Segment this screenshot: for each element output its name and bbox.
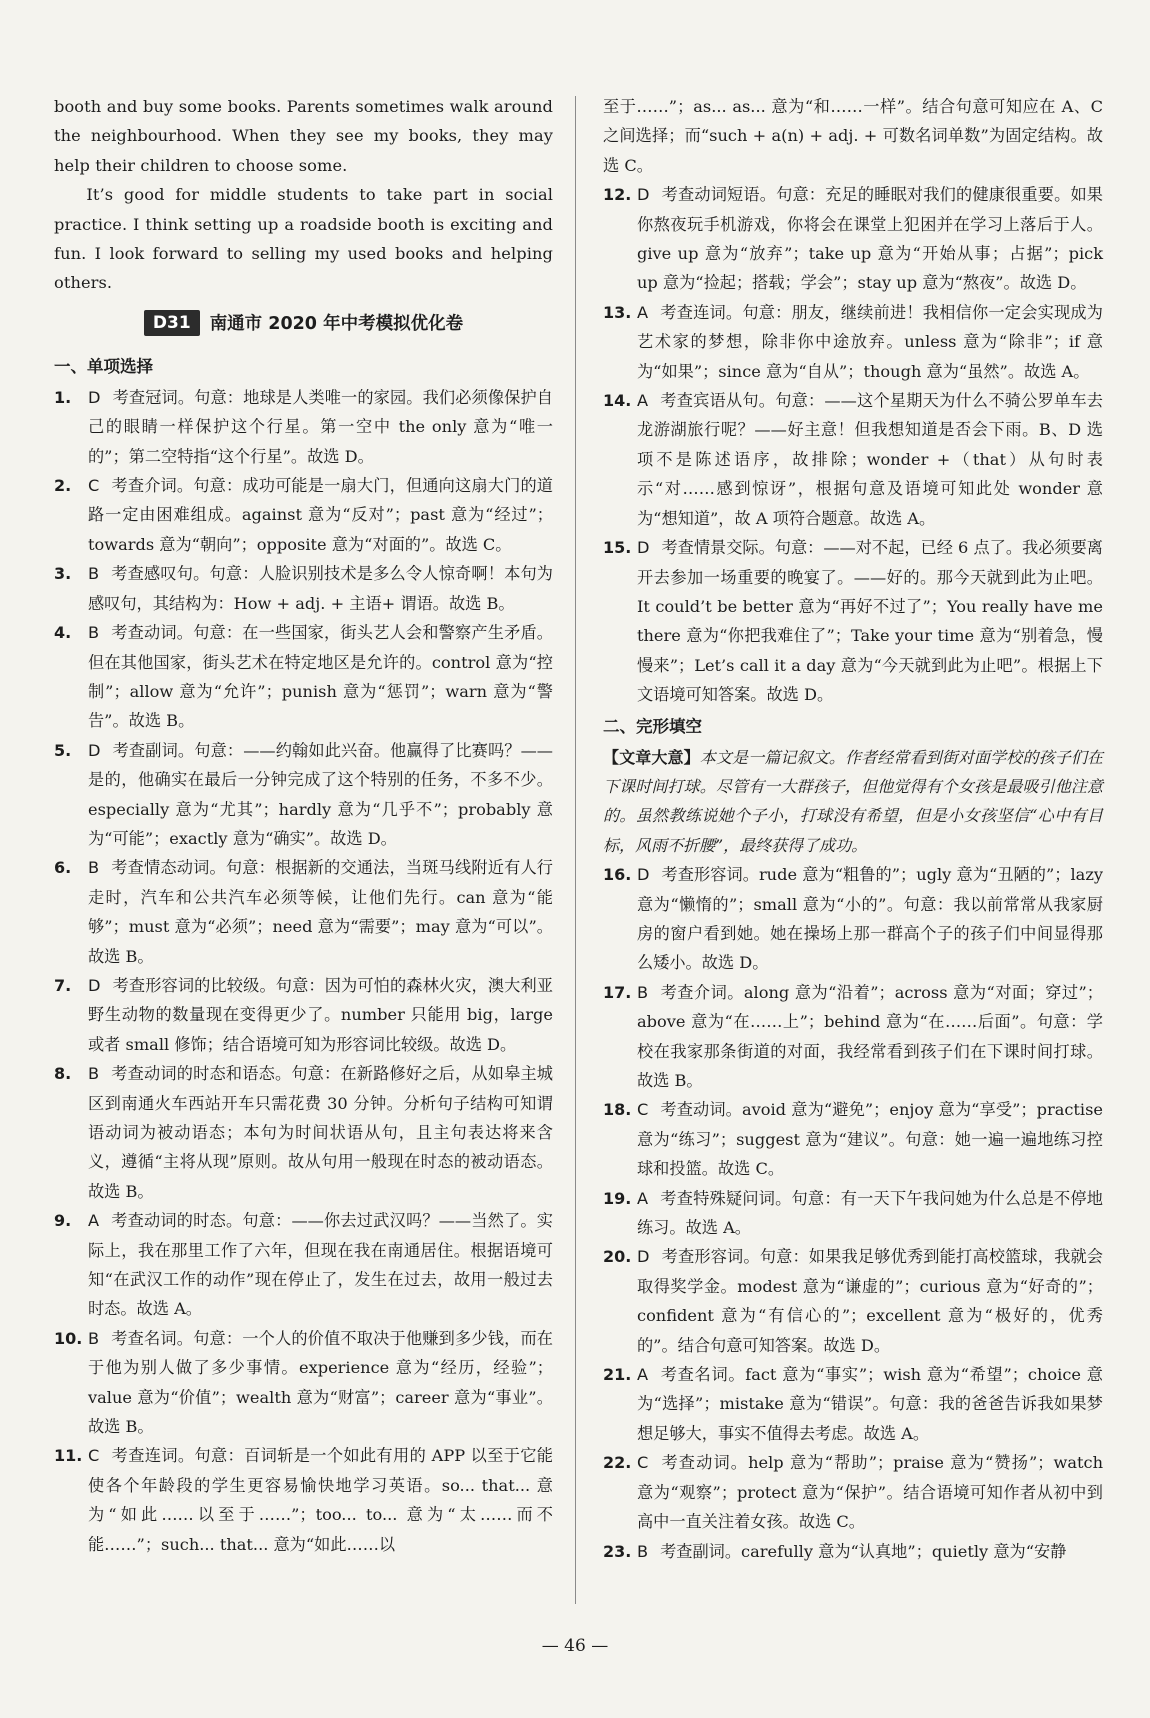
answer-explanation: 考查副词。句意：——约翰如此兴奋。他赢得了比赛吗？——是的，他确实在最后一分钟完成了这个特别的任务，不多不少。especially 意为“尤其”；hardly 意为“几乎不”；probably 意为“可能”；exactly 意为“确实”。故选 D。 — [88, 740, 553, 848]
answer-letter: B — [637, 982, 649, 1002]
answer-explanation: 考查冠词。句意：地球是人类唯一的家园。我们必须像保护自己的眼睛一样保护这个行星。第一空中 the only 意为“唯一的”；第二空特指“这个行星”。故选 D。 — [88, 387, 553, 466]
answer-letter: D — [637, 538, 650, 558]
answer-item — [54, 1324, 553, 1442]
answer-letter: B — [88, 858, 100, 878]
article-summary-text: 本文是一篇记叙文。作者经常看到街对面学校的孩子们在下课时间打球。尽管有一大群孩子，但他觉得有个女孩是最吸引他注意的。虽然教练说她个子小，打球没有希望，但是小女孩坚信“心中有目标，风雨不折腰”，最终获得了成功。 — [603, 747, 1103, 855]
answer-letter: B — [637, 1541, 649, 1561]
answer-item — [603, 1360, 1103, 1448]
answer-letter: D — [88, 740, 101, 760]
answer-item — [603, 533, 1103, 709]
answer-letter: B — [88, 623, 100, 643]
answer-letter: C — [88, 1446, 100, 1466]
answer-item — [54, 1059, 553, 1206]
answer-item-number: 9. — [54, 1211, 72, 1231]
answer-explanation: 考查动词的时态和语态。句意：在新路修好之后，从如皋主城区到南通火车西站开车只需花费 30 分钟。分析句子结构可知谓语动词为被动语态；本句为时间状语从句，且主句表达将来含义，遵循“主将从现”原则。故从句用一般现在时态的被动语态。故选 B。 — [88, 1064, 553, 1201]
answer-explanation: 考查形容词。句意：如果我足够优秀到能打高校篮球，我就会取得奖学金。modest 意为“谦虚的”；curious 意为“好奇的”；confident 意为“有信心的”；excellent 意为“极好的，优秀的”。结合句意可知答案。故选 D。 — [637, 1247, 1103, 1355]
answer-item — [54, 559, 553, 618]
answer-item-number: 15. — [603, 538, 632, 558]
paper-heading — [54, 310, 553, 336]
answer-letter: D — [88, 387, 101, 407]
answer-item-number: 11. — [54, 1446, 83, 1466]
page-number: — 46 — — [541, 1636, 609, 1656]
answer-explanation: 考查介词。along 意为“沿着”；across 意为“对面；穿过”；above 意为“在……上”；behind 意为“在……后面”。句意：学校在我家那条街道的对面，我经常看到孩子们在下课时间打球。故选 B。 — [637, 982, 1103, 1090]
answer-explanation: 考查特殊疑问词。句意：有一天下午我问她为什么总是不停地练习。故选 A。 — [637, 1188, 1103, 1238]
answer-explanation: 考查情态动词。句意：根据新的交通法，当斑马线附近有人行走时，汽车和公共汽车必须等候，让他们先行。can 意为“能够”；must 意为“必须”；need 意为“需要”；may 意为“可以”。故选 B。 — [88, 858, 553, 966]
answer-item — [54, 618, 553, 736]
answer-letter: B — [88, 564, 100, 584]
left-column — [54, 92, 553, 1559]
cloze-answer-list — [603, 860, 1103, 1566]
answer-item-number: 22. — [603, 1453, 632, 1473]
section-title-cloze: 二、完形填空 — [603, 716, 702, 736]
answer-item-number: 20. — [603, 1247, 632, 1267]
article-summary — [603, 743, 1103, 861]
answer-letter: C — [637, 1453, 649, 1473]
answer-explanation: 考查宾语从句。句意：——这个星期天为什么不骑公罗单车去龙游湖旅行呢？——好主意！但我想知道是否会下雨。B、D 选项不是陈述语序，故排除；wonder +（that）从句时表示“对……感到惊讶”，根据句意及语境可知此处 wonder 意为“想知道”，故 A 项符合题意。故选 A。 — [637, 391, 1103, 528]
answer-letter: D — [637, 1247, 650, 1267]
answer-item-11-continued: 至于……”；as... as... 意为“和……一样”。结合句意可知应在 A、C 之间选择；而“such + a(n) + adj. + 可数名词单数”为固定结构。故选 C。 — [603, 97, 1103, 175]
answer-letter: A — [88, 1211, 100, 1231]
answer-item — [54, 1206, 553, 1324]
answer-item — [54, 736, 553, 854]
answer-explanation: 考查感叹句。句意：人脸识别技术是多么令人惊奇啊！本句为感叹句，其结构为：How + adj. + 主语+ 谓语。故选 B。 — [88, 564, 553, 613]
answer-explanation: 考查动词的时态。句意：——你去过武汉吗？——当然了。实际上，我在那里工作了六年，但现在我在南通居住。根据语境可知“在武汉工作的动作”现在停止了，发生在过去，故用一般过去时态。故选 A。 — [88, 1211, 553, 1319]
answer-explanation: 考查介词。句意：成功可能是一扇大门，但通向这扇大门的道路一定由困难组成。against 意为“反对”；past 意为“经过”；towards 意为“朝向”；opposite 意为“对面的”。故选 C。 — [88, 476, 553, 554]
column-divider — [575, 96, 576, 1604]
answer-item — [54, 383, 553, 471]
answer-explanation: 考查动词。help 意为“帮助”；praise 意为“赞扬”；watch 意为“观察”；protect 意为“保护”。结合语境可知作者从初中到高中一直关注着女孩。故选 C。 — [637, 1453, 1103, 1532]
answer-item — [603, 386, 1103, 533]
answer-item-number: 19. — [603, 1188, 632, 1208]
answer-item-number: 8. — [54, 1064, 72, 1084]
answer-letter: D — [88, 975, 101, 995]
answer-item — [603, 298, 1103, 386]
answer-explanation: 考查副词。carefully 意为“认真地”；quietly 意为“安静 — [660, 1541, 1067, 1561]
paper-tag: D31 — [144, 310, 200, 336]
answer-item-number: 10. — [54, 1328, 83, 1348]
answer-item-number: 18. — [603, 1100, 632, 1120]
answer-explanation: 考查动词短语。句意：充足的睡眠对我们的健康很重要。如果你熬夜玩手机游戏，你将会在课堂上犯困并在学习上落后于人。give up 意为“放弃”；take up 意为“开始从事；占据”；pick up 意为“捡起；搭载；学会”；stay up 意为“熬夜”。故选 D。 — [637, 185, 1103, 293]
answer-item-number: 1. — [54, 387, 72, 407]
answer-item-number: 17. — [603, 982, 632, 1002]
answer-explanation: 考查名词。fact 意为“事实”；wish 意为“希望”；choice 意为“选择”；mistake 意为“错误”。句意：我的爸爸告诉我如果梦想足够大，事实不值得去考虑。故选 A。 — [637, 1365, 1103, 1443]
section-title-single-choice: 一、单项选择 — [54, 356, 153, 376]
answer-item-number: 7. — [54, 975, 72, 995]
answer-item-number: 12. — [603, 185, 632, 205]
answer-item — [603, 180, 1103, 298]
answer-item-number: 3. — [54, 564, 72, 584]
answer-explanation: 考查连词。句意：朋友，继续前进！我相信你一定会实现成为艺术家的梦想，除非你中途放弃。unless 意为“除非”；if 意为“如果”；since 意为“自从”；though 意为“虽然”。故选 A。 — [637, 302, 1103, 381]
answer-item-number: 6. — [54, 858, 72, 878]
answer-letter: A — [637, 1365, 649, 1385]
answer-item — [54, 1441, 553, 1559]
answer-explanation: 考查形容词的比较级。句意：因为可怕的森林火灾，澳大利亚野生动物的数量现在变得更少了。number 只能用 big，large 或者 small 修饰；结合语境可知为形容词比较级。故选 D。 — [88, 975, 553, 1054]
answer-item-number: 5. — [54, 740, 72, 760]
article-summary-label: 【文章大意】 — [603, 747, 700, 767]
right-column — [603, 92, 1103, 1566]
answer-letter: D — [637, 185, 650, 205]
single-choice-answer-list-continued — [603, 180, 1103, 709]
answer-item — [603, 1095, 1103, 1183]
essay-continuation-paragraph: booth and buy some books. Parents sometimes walk around the neighbourhood. When they see my books, they may help their children to choose some. — [54, 97, 553, 175]
single-choice-answer-list — [54, 383, 553, 1559]
answer-explanation: 考查动词。句意：在一些国家，街头艺人会和警察产生矛盾。但在其他国家，街头艺术在特定地区是允许的。control 意为“控制”；allow 意为“允许”；punish 意为“惩罚”；warn 意为“警告”。故选 B。 — [88, 623, 553, 731]
answer-item — [603, 1242, 1103, 1360]
answer-item — [54, 471, 553, 559]
answer-letter: A — [637, 302, 649, 322]
paper-title: 南通市 2020 年中考模拟优化卷 — [209, 314, 464, 335]
answer-explanation: 考查情景交际。句意：——对不起，已经 6 点了。我必须要离开去参加一场重要的晚宴了。——好的。那今天就到此为止吧。It could’t be better 意为“再好不过了”；You really have me there 意为“你把我难住了”；Take your time 意为“别着急，慢慢来”；Let’s call it a day 意为“今天就到此为止吧”。根据上下文语境可知答案。故选 D。 — [637, 538, 1103, 705]
answer-letter: B — [88, 1328, 100, 1348]
answer-letter: C — [88, 476, 100, 496]
answer-item — [54, 971, 553, 1059]
answer-item — [603, 1537, 1103, 1566]
answer-item-number: 4. — [54, 623, 72, 643]
answer-item-number: 16. — [603, 865, 632, 885]
answer-item — [603, 978, 1103, 1096]
answer-item — [603, 1184, 1103, 1243]
answer-explanation: 考查形容词。rude 意为“粗鲁的”；ugly 意为“丑陋的”；lazy 意为“懒惰的”；small 意为“小的”。句意：我以前常常从我家厨房的窗户看到她。她在操场上那一群高个子的孩子们中间显得那么矮小。故选 D。 — [637, 865, 1103, 973]
answer-letter: D — [637, 865, 650, 885]
essay-closing-paragraph: It’s good for middle students to take part in social practice. I think setting up a roadside booth is exciting and fun. I look forward to selling my used books and helping others. — [54, 185, 553, 293]
answer-letter: B — [88, 1064, 100, 1084]
answer-item — [54, 853, 553, 971]
answer-item-number: 2. — [54, 476, 72, 496]
answer-explanation: 考查名词。句意：一个人的价值不取决于他赚到多少钱，而在于他为别人做了多少事情。experience 意为“经历，经验”；value 意为“价值”；wealth 意为“财富”；career 意为“事业”。故选 B。 — [88, 1328, 553, 1437]
answer-letter: A — [637, 391, 649, 411]
answer-item — [603, 860, 1103, 978]
answer-item-number: 13. — [603, 302, 632, 322]
answer-letter: C — [637, 1100, 649, 1120]
answer-item — [603, 1448, 1103, 1536]
answer-item-number: 23. — [603, 1541, 632, 1561]
answer-item-number: 14. — [603, 391, 632, 411]
answer-letter: A — [637, 1188, 649, 1208]
answer-item-number: 21. — [603, 1365, 632, 1385]
answer-explanation: 考查动词。avoid 意为“避免”；enjoy 意为“享受”；practise 意为“练习”；suggest 意为“建议”。句意：她一遍一遍地练习控球和投篮。故选 C。 — [637, 1100, 1103, 1179]
answer-explanation: 考查连词。句意：百词斩是一个如此有用的 APP 以至于它能使各个年龄段的学生更容易愉快地学习英语。so... that... 意为“如此……以至于……”；too... to... 意为“太……而不能……”；such... that... 意为“如此……以 — [88, 1446, 553, 1554]
